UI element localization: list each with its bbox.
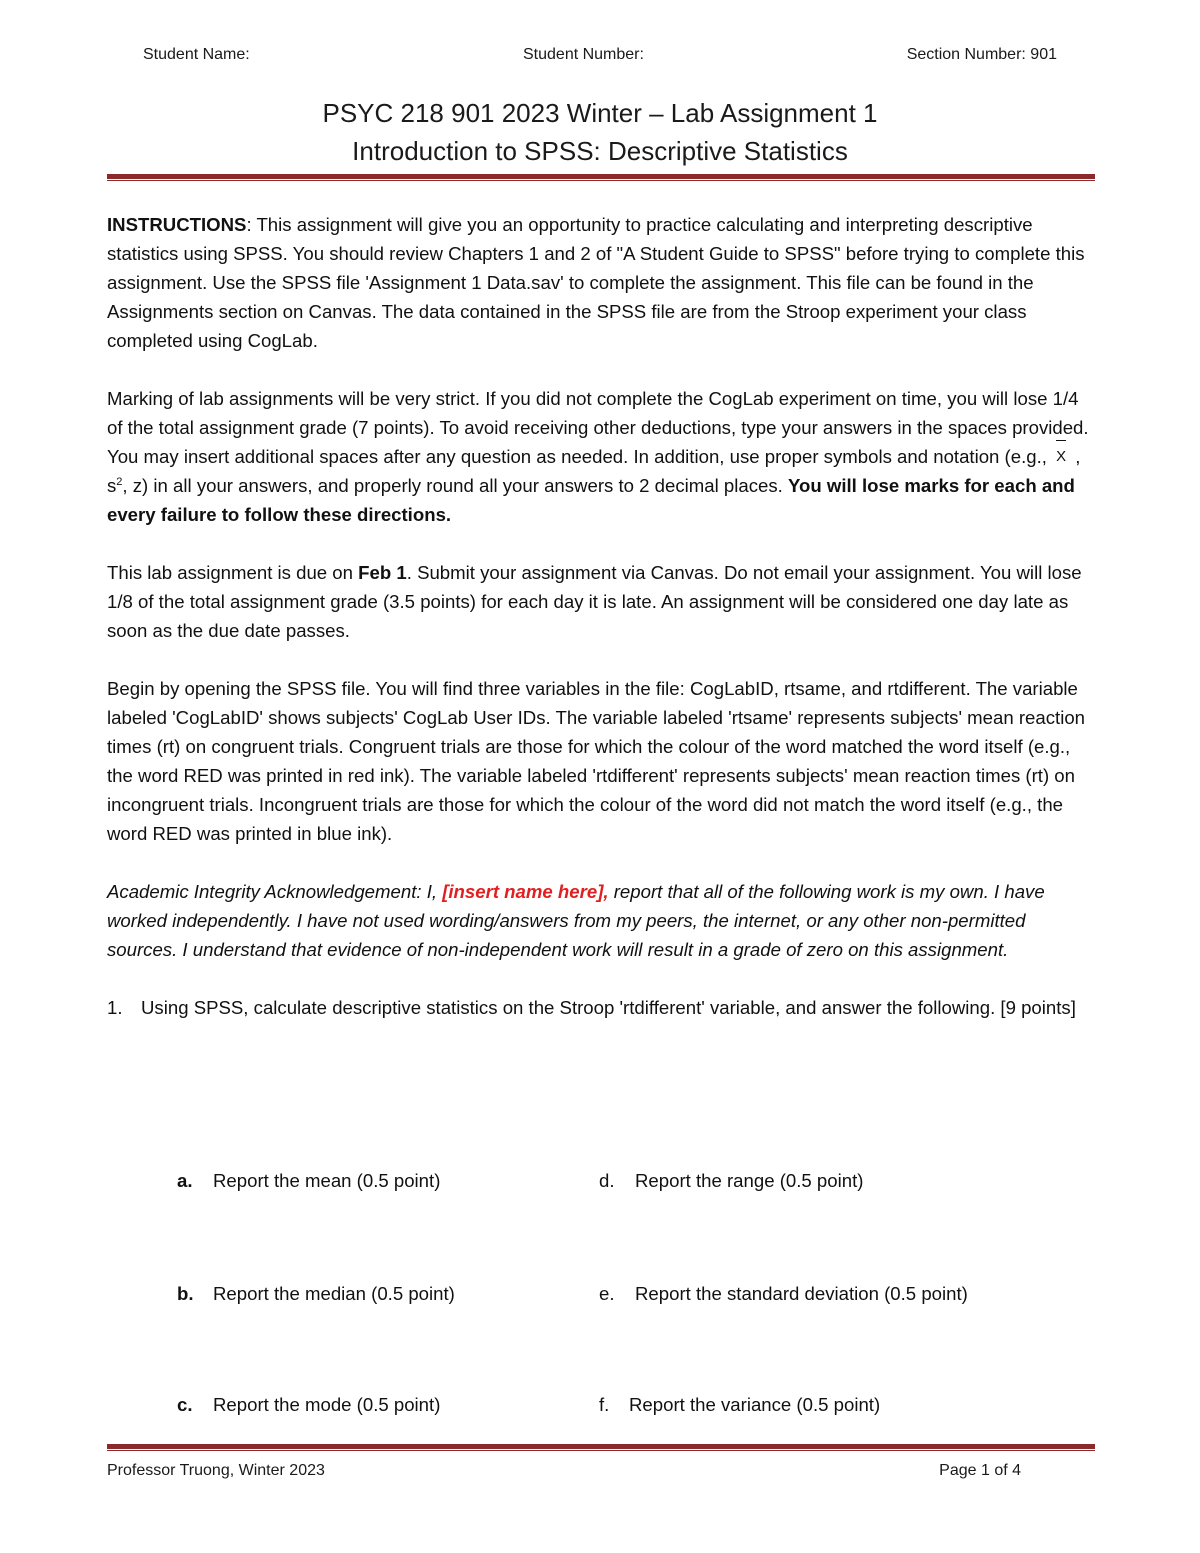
due-paragraph — [107, 558, 1097, 645]
squared-superscript: 2 — [116, 475, 123, 488]
subquestion-text: Report the median (0.5 point) — [213, 1283, 455, 1304]
instructions-label: INSTRUCTIONS — [107, 214, 247, 235]
subquestion-a — [177, 1166, 440, 1195]
marking-paragraph — [107, 384, 1097, 529]
instructions-text: : This assignment will give you an opportunity to practice calculating and interpreting descriptive statistics using SPSS. You should review Chapters 1 and 2 of "A Student Guide to SPSS" before trying to complete this assignment. Use the SPSS file 'Assignment 1 Data.sav' to complete the assignment. This file can be found in the Assignments section on Canvas. The data contained in the SPSS file are from the Stroop experiment your class completed using CogLab. — [107, 214, 1085, 351]
page-number: Page 1 of 4 — [939, 1462, 1021, 1479]
title-line-1: PSYC 218 901 2023 Winter – Lab Assignment 1 — [322, 98, 878, 128]
student-number-label: Student Number: — [523, 46, 644, 63]
integrity-paragraph — [107, 877, 1097, 964]
marking-text-1: Marking of lab assignments will be very strict. If you did not complete the CogLab experiment on time, you will lose 1/4 of the total assignment grade (7 points). To avoid receiving other deductions, type your answers in the spaces provided. You may insert additional spaces after any question as needed. In addition, use proper symbols and notation (e.g., — [107, 388, 1089, 467]
begin-paragraph: Begin by opening the SPSS file. You will find three variables in the file: CogLabID, rtsame, and rtdifferent. The variable labeled 'CogLabID' shows subjects' CogLab User IDs. The variable labeled 'rtsame' represents subjects' mean reaction times (rt) on congruent trials. Congruent trials are those for which the colour of the word matched the word itself (e.g., the word RED was printed in red ink). The variable labeled 'rtdifferent' represents subjects' mean reaction times (rt) on incongruent trials. Incongruent trials are those for which the colour of the word did not match the word itself (e.g., the word RED was printed in blue ink). — [107, 678, 1086, 844]
subquestion-letter: b. — [177, 1283, 194, 1304]
subquestion-c — [177, 1390, 440, 1419]
subquestion-text: Report the mode (0.5 point) — [213, 1394, 441, 1415]
x-bar-symbol: X — [1052, 442, 1070, 471]
document-title — [107, 94, 1093, 170]
subquestion-letter: c. — [177, 1394, 193, 1415]
page-footer — [107, 1462, 1093, 1486]
subquestion-text: Report the variance (0.5 point) — [629, 1394, 881, 1415]
subquestion-letter: e. — [599, 1283, 615, 1304]
subquestion-text: Report the range (0.5 point) — [635, 1170, 864, 1191]
document-body — [107, 210, 1097, 1022]
student-name-label: Student Name: — [143, 46, 250, 63]
question-1-number: 1. — [107, 997, 123, 1018]
subquestion-text: Report the mean (0.5 point) — [213, 1170, 441, 1191]
due-date: Feb 1 — [358, 562, 407, 583]
subquestion-e — [599, 1279, 968, 1308]
subquestion-d — [599, 1166, 863, 1195]
section-number-label: Section Number: 901 — [906, 46, 1057, 63]
footer-professor: Professor Truong, Winter 2023 — [107, 1462, 325, 1479]
due-text-1: This lab assignment is due on — [107, 562, 359, 583]
integrity-text-1: Academic Integrity Acknowledgement: I, — [107, 881, 443, 902]
page-header — [107, 46, 1093, 70]
subquestion-letter: d. — [599, 1170, 615, 1191]
subquestion-text: Report the standard deviation (0.5 point) — [635, 1283, 968, 1304]
instructions-paragraph — [107, 210, 1097, 355]
question-1 — [107, 993, 1097, 1022]
due-text-2: . Submit your assignment via Canvas. Do not email your assignment. You will lose 1/8 of the total assignment grade (3.5 points) for each day it is late. An assignment will be considered one day late as soon as the due date passes. — [107, 562, 1082, 641]
title-line-2: Introduction to SPSS: Descriptive Statistics — [352, 136, 848, 166]
integrity-text-2: report that all of the following work is my own. I have worked independently. I have not used wording/answers from my peers, the internet, or any other non-permitted sources. I understand that evidence of non-independent work will result in a grade of zero on this assignment. — [107, 881, 1045, 960]
header-divider — [107, 174, 1095, 179]
question-1-text: Using SPSS, calculate descriptive statistics on the Stroop 'rtdifferent' variable, and answer the following. [9 points] — [141, 997, 1076, 1018]
marking-text-2: , s — [107, 446, 1081, 496]
marking-text-3: , z) in all your answers, and properly round all your answers to 2 decimal places. — [122, 475, 788, 496]
subquestion-f — [599, 1390, 880, 1419]
insert-name-placeholder[interactable]: [insert name here], — [442, 881, 609, 902]
footer-divider — [107, 1444, 1095, 1449]
subquestion-b — [177, 1279, 455, 1308]
subquestion-letter: f. — [599, 1394, 610, 1415]
subquestion-letter: a. — [177, 1170, 193, 1191]
marking-warning: You will lose marks for each and every failure to follow these directions. — [107, 475, 1075, 525]
